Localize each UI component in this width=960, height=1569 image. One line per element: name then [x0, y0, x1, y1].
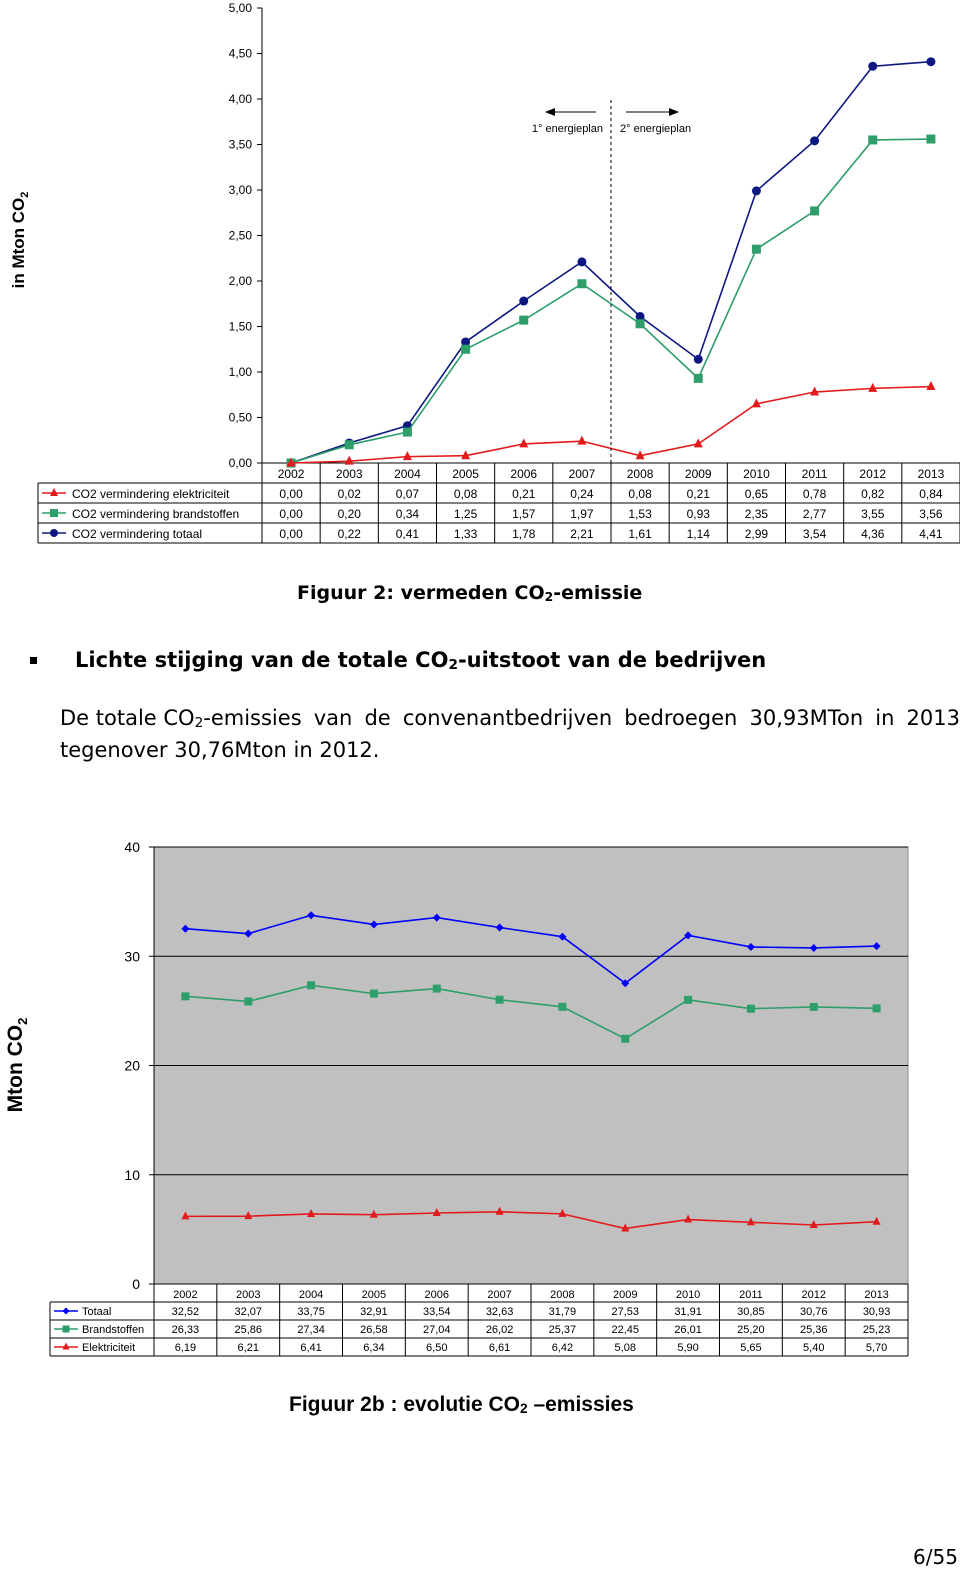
x-tick-label: 2008 — [550, 1289, 575, 1301]
y-tick-label: 0,00 — [228, 456, 252, 470]
data-label: 26,02 — [485, 1324, 514, 1336]
x-tick-label: 2005 — [361, 1289, 387, 1301]
legend-label: Elektriciteit — [82, 1342, 136, 1354]
data-label: 0,00 — [279, 507, 303, 521]
data-label: 2,77 — [802, 507, 827, 521]
data-label: 25,86 — [234, 1324, 263, 1336]
x-tick-label: 2006 — [510, 467, 538, 481]
data-label: 30,85 — [737, 1306, 765, 1318]
annotation-right: 2° energieplan — [620, 123, 692, 135]
paragraph-word: 2013 — [906, 706, 960, 730]
data-label: 0,08 — [628, 487, 652, 501]
data-label: 6,21 — [237, 1342, 259, 1354]
legend-label: Brandstoffen — [82, 1324, 145, 1336]
bullet-marker — [30, 657, 37, 664]
legend-marker — [63, 1326, 70, 1333]
y-tick-label: 40 — [124, 839, 140, 855]
data-label: 0,22 — [337, 527, 361, 541]
legend-marker — [63, 1343, 70, 1350]
data-label: 6,42 — [551, 1342, 574, 1354]
y-tick-label: 0,50 — [228, 410, 252, 425]
data-label: 32,07 — [234, 1306, 263, 1318]
x-tick-label: 2003 — [335, 467, 363, 481]
y-tick-label: 4,00 — [228, 92, 252, 106]
data-point — [558, 1003, 566, 1011]
data-label: 5,40 — [803, 1342, 825, 1354]
data-label: 0,93 — [686, 507, 710, 521]
body-paragraph — [60, 705, 960, 764]
x-tick-label: 2005 — [452, 467, 479, 481]
legend-marker — [63, 1308, 70, 1315]
x-tick-label: 2012 — [801, 1289, 826, 1301]
x-tick-label: 2009 — [613, 1289, 638, 1301]
y-axis-title: in Mton $CO_2$ — [9, 191, 31, 289]
x-tick-label: 2004 — [394, 467, 421, 481]
legend-label: CO2 vermindering totaal — [72, 527, 203, 541]
y-tick-label: 4,50 — [228, 46, 252, 61]
figure-2b-caption: Figuur 2b : evolutie $CO_2$ –emissies — [289, 1393, 634, 1417]
data-label: 0,00 — [279, 487, 303, 501]
page-number: 6/55 — [913, 1545, 958, 1569]
y-tick-label: 2,00 — [228, 274, 252, 288]
data-label: 3,56 — [919, 507, 943, 521]
x-tick-label: 2007 — [487, 1289, 512, 1301]
data-label: 31,79 — [548, 1306, 577, 1318]
paragraph-word: convenantbedrijven — [402, 706, 613, 730]
y-tick-label: 1,00 — [228, 365, 252, 379]
paragraph-word: 30,93MTon — [749, 706, 864, 730]
data-label: 22,45 — [611, 1324, 640, 1336]
data-label: 0,84 — [919, 487, 943, 501]
data-label: 1,53 — [628, 507, 652, 521]
data-label: 33,75 — [297, 1306, 325, 1318]
data-label: 2,35 — [744, 507, 769, 521]
data-label: 0,78 — [802, 487, 827, 501]
data-label: 27,04 — [422, 1324, 451, 1336]
data-label: 1,25 — [453, 507, 478, 521]
data-point — [433, 985, 441, 993]
data-label: 2,21 — [570, 527, 594, 541]
paragraph-line-2: tegenover 30,76Mton in 2012. — [60, 738, 380, 763]
paragraph-word: van — [313, 706, 353, 730]
data-label: 1,57 — [512, 507, 536, 521]
x-tick-label: 2004 — [298, 1289, 324, 1301]
data-label: 6,50 — [426, 1342, 448, 1354]
x-tick-label: 2011 — [739, 1289, 763, 1301]
data-label: 0,00 — [279, 527, 303, 541]
x-tick-label: 2013 — [917, 467, 945, 481]
data-label: 0,02 — [337, 487, 361, 501]
data-label: 25,20 — [737, 1324, 765, 1336]
data-label: 25,36 — [799, 1324, 828, 1336]
legend-label: CO2 vermindering brandstoffen — [72, 507, 240, 521]
section-heading: Lichte stijging van de totale $CO_2$-uitstoot van de bedrijven — [75, 648, 767, 674]
data-label: 32,91 — [360, 1306, 388, 1318]
x-tick-label: 2002 — [173, 1289, 198, 1301]
data-label: 0,08 — [453, 487, 478, 501]
y-tick-label: 3,50 — [228, 137, 252, 152]
data-label: 27,34 — [297, 1324, 325, 1336]
data-point — [244, 997, 252, 1005]
data-label: 5,70 — [865, 1342, 888, 1354]
data-label: 3,55 — [861, 507, 885, 521]
data-point — [181, 992, 189, 1000]
data-label: 0,24 — [570, 487, 594, 501]
data-label: 33,54 — [422, 1306, 451, 1318]
data-label: 1,14 — [686, 527, 710, 541]
data-label: 26,58 — [360, 1324, 388, 1336]
data-label: 30,93 — [862, 1306, 891, 1318]
x-tick-label: 2007 — [568, 467, 596, 481]
y-tick-label: 20 — [124, 1057, 140, 1074]
data-label: 26,01 — [674, 1324, 702, 1336]
data-label: 0,20 — [337, 507, 361, 521]
x-tick-label: 2010 — [743, 467, 770, 481]
data-point — [873, 1004, 881, 1012]
paragraph-word: bedroegen — [624, 706, 738, 730]
data-label: 0,41 — [395, 527, 420, 541]
data-point — [621, 1035, 629, 1043]
data-point — [747, 1005, 755, 1013]
data-label: 0,21 — [686, 487, 710, 501]
x-tick-label: 2002 — [277, 467, 305, 481]
data-label: 0,65 — [744, 487, 769, 501]
x-tick-label: 2009 — [684, 467, 712, 481]
data-label: 0,82 — [861, 487, 885, 501]
data-label: 6,41 — [300, 1342, 322, 1354]
data-label: 6,34 — [363, 1342, 385, 1354]
data-label: 31,91 — [674, 1306, 702, 1318]
data-label: 32,52 — [171, 1306, 200, 1318]
data-label: 25,23 — [862, 1324, 891, 1336]
data-label: 5,08 — [614, 1342, 636, 1354]
data-label: 30,76 — [799, 1306, 828, 1318]
data-point — [684, 996, 692, 1004]
y-tick-label: 0 — [132, 1276, 140, 1292]
paragraph-word: in — [875, 706, 895, 730]
data-label: 1,78 — [512, 527, 536, 541]
paragraph-line-1: De totale $CO_2$-emissies van de convenantbedrijven bedroegen 30,93MTon in 2013 — [60, 705, 960, 737]
data-label: 5,90 — [677, 1342, 699, 1354]
data-label: 4,36 — [861, 527, 885, 541]
figure-2-caption: Figuur 2: vermeden $CO_2$-emissie — [297, 582, 643, 604]
data-label: 0,21 — [512, 487, 536, 501]
annotation-left: 1° energieplan — [531, 123, 603, 135]
x-tick-label: 2013 — [864, 1289, 889, 1301]
legend-label: Totaal — [82, 1306, 112, 1318]
legend-label: CO2 vermindering elektriciteit — [72, 487, 230, 501]
y-tick-label: 30 — [124, 948, 140, 965]
x-tick-label: 2006 — [424, 1289, 449, 1301]
data-label: 27,53 — [611, 1306, 640, 1318]
x-tick-label: 2003 — [236, 1289, 261, 1301]
y-tick-label: 5,00 — [228, 1, 252, 15]
data-label: 25,37 — [548, 1324, 577, 1336]
data-label: 2,99 — [744, 527, 769, 541]
data-label: 26,33 — [171, 1324, 200, 1336]
x-tick-label: 2012 — [859, 467, 887, 481]
data-point — [496, 996, 504, 1004]
data-point — [370, 990, 378, 998]
data-label: 5,65 — [740, 1342, 762, 1354]
x-tick-label: 2008 — [626, 467, 654, 481]
data-label: 1,97 — [570, 507, 594, 521]
data-label: 0,34 — [395, 507, 420, 521]
y-tick-label: 1,50 — [228, 319, 252, 334]
x-tick-label: 2010 — [675, 1289, 701, 1301]
data-label: 4,41 — [919, 527, 943, 541]
y-tick-label: 3,00 — [228, 183, 252, 197]
y-axis-title: Mton $CO_2$ — [4, 1017, 30, 1113]
data-label: 6,19 — [174, 1342, 197, 1354]
x-tick-label: 2011 — [801, 467, 828, 481]
data-label: 1,33 — [453, 527, 478, 541]
data-point — [810, 1003, 818, 1011]
paragraph-word: de — [364, 706, 391, 730]
y-tick-label: 10 — [124, 1166, 140, 1183]
data-label: 3,54 — [802, 527, 827, 541]
data-label: 32,63 — [485, 1306, 514, 1318]
data-point — [307, 981, 315, 989]
data-label: 0,07 — [395, 487, 420, 501]
y-tick-label: 2,50 — [228, 228, 252, 243]
data-label: 6,61 — [488, 1342, 511, 1354]
data-label: 1,61 — [628, 527, 652, 541]
